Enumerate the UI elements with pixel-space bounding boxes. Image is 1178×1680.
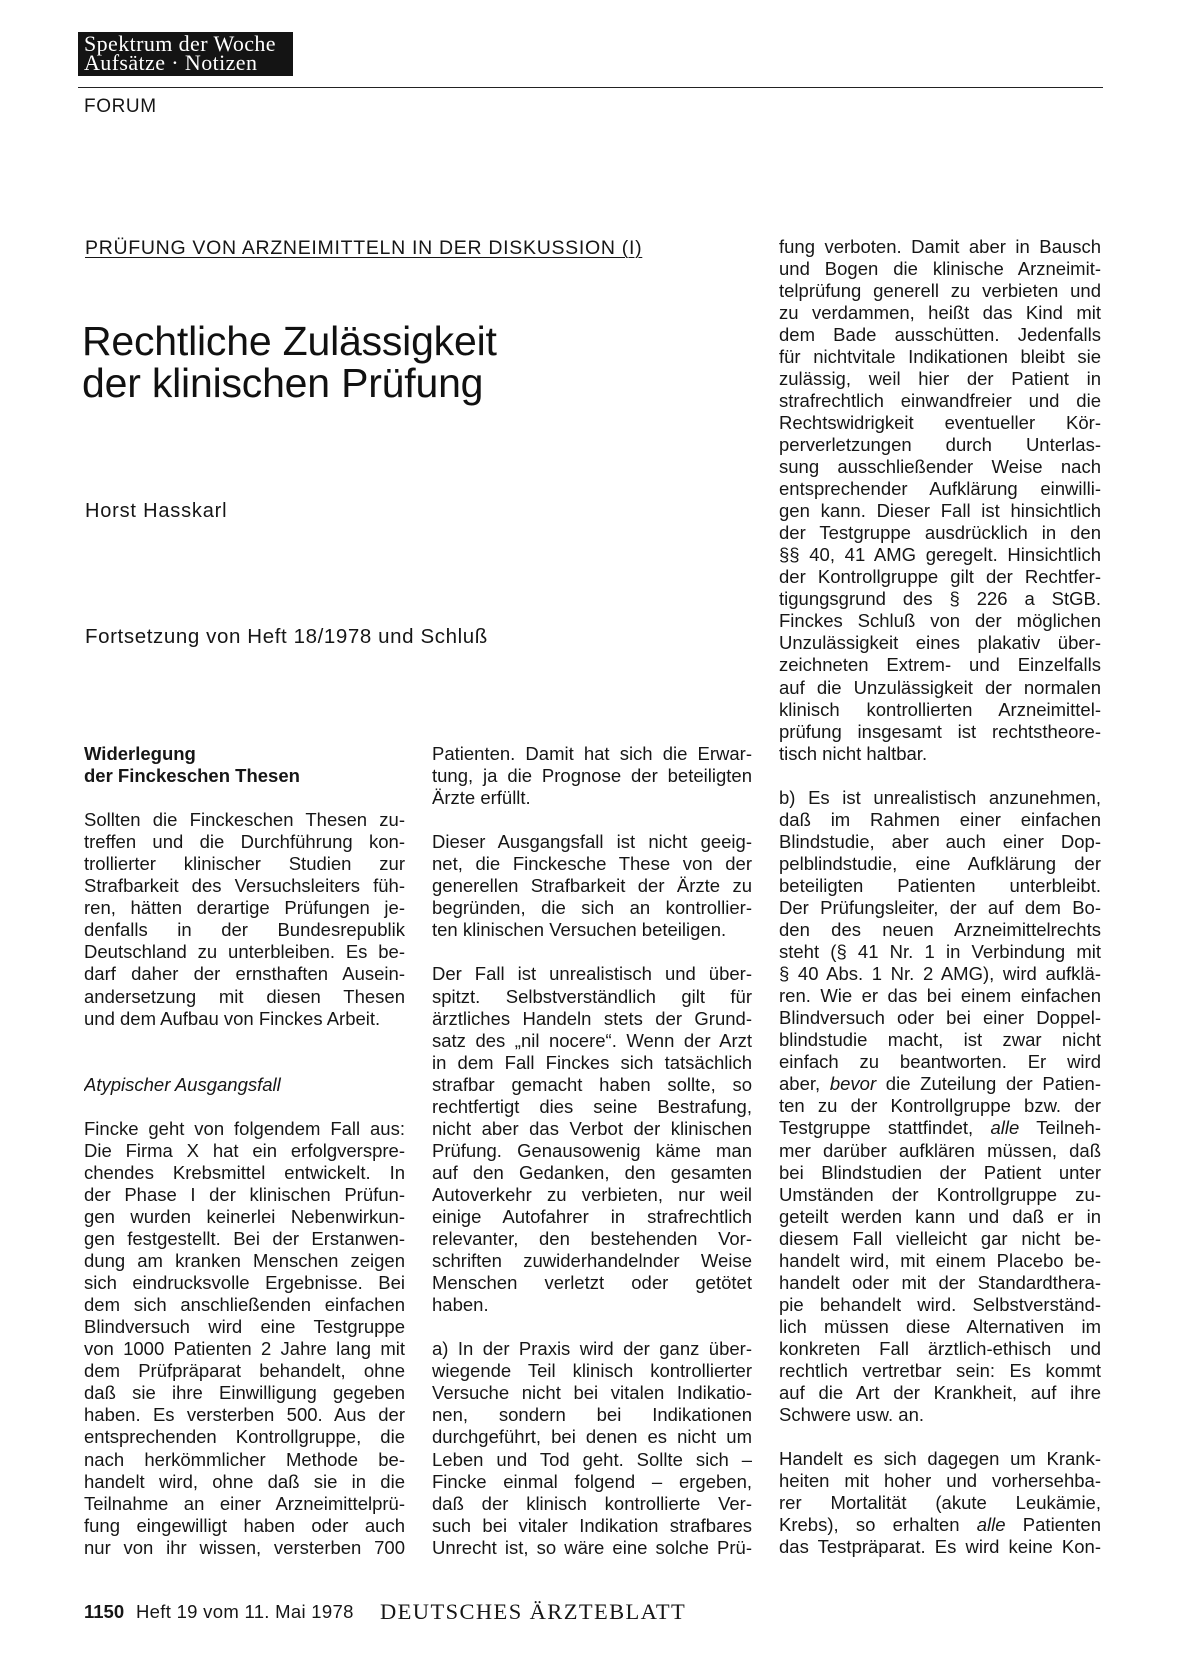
masthead-line-2: Aufsätze · Notizen	[84, 50, 258, 75]
article-title	[82, 320, 497, 404]
text-line: § 40 Abs. 1 Nr. 2 AMG), wird aufklä-	[779, 963, 1101, 985]
text-line: rer Mortalität (akute Leukämie,	[779, 1492, 1101, 1514]
text-line: konkreten Fall ärztlich-ethisch und	[779, 1337, 1101, 1359]
text-line: dung am kranken Menschen zeigen	[84, 1250, 405, 1272]
text-line: daß sie ihre Einwilligung gegeben	[84, 1382, 405, 1404]
text-line: Menschen verletzt oder getötet	[432, 1272, 752, 1294]
text-line: handelt wird, mit einem Placebo be-	[779, 1249, 1101, 1271]
text-line: blindstudie macht, ist zwar nicht	[779, 1029, 1101, 1051]
paragraph	[779, 236, 1101, 765]
paragraph	[779, 787, 1101, 1426]
text-segment: die Zuteilung der Patien-	[876, 1073, 1101, 1095]
text-line: Widerlegung	[84, 743, 196, 764]
text-line: Leben und Tod geht. Sollte sich –	[432, 1448, 752, 1470]
subheading	[84, 1074, 405, 1096]
text-line: handelt oder mit der Standardthera-	[779, 1271, 1101, 1293]
text-line: Handelt es sich dagegen um Krank-	[779, 1448, 1101, 1470]
text-line: Deutschland zu unterbleiben. Es be-	[84, 941, 405, 963]
issue-info: Heft 19 vom 11. Mai 1978	[136, 1601, 354, 1622]
text-line: Autoverkehr zu verbieten, nur weil	[432, 1183, 752, 1205]
text-line: der Finckeschen Thesen	[84, 765, 300, 787]
continuation-note: Fortsetzung von Heft 18/1978 und Schluß	[85, 625, 488, 648]
text-line: und dem Aufbau von Finckes Arbeit.	[84, 1007, 381, 1029]
text-line: Blindstudie, aber auch einer Dop-	[779, 830, 1101, 852]
section-label: FORUM	[84, 96, 157, 117]
text-line: durchgeführt, bei denen es nicht um	[432, 1426, 752, 1448]
text-line: net, die Finckesche These von der	[432, 853, 752, 875]
text-line: Unrecht ist, so wäre eine solche Prü-	[432, 1536, 752, 1558]
text-line: chendes Krebsmittel entwickelt. In	[84, 1161, 405, 1183]
text-line: a) In der Praxis wird der ganz über-	[432, 1338, 752, 1360]
text-line: einige Autofahrer in strafrechtlich	[432, 1205, 752, 1227]
text-line: zeichneten Extrem- und Einzelfalls	[779, 654, 1101, 676]
text-line: daß der klinisch kontrollierte Ver-	[432, 1492, 752, 1514]
text-line: Dieser Ausgangsfall ist nicht geeig-	[432, 831, 752, 853]
text-line: fung verboten. Damit aber in Bausch	[779, 235, 1101, 257]
heading	[84, 743, 405, 787]
text-line: tigungsgrund des § 226 a StGB.	[779, 588, 1101, 610]
text-line: telprüfung generell zu verbieten und	[779, 279, 1101, 301]
author-name: Horst Hasskarl	[85, 500, 228, 522]
text-line: lich müssen diese Alternativen im	[779, 1315, 1101, 1337]
text-line: dem Bade ausschütten. Jedenfalls	[779, 323, 1101, 345]
text-line: Teilnahme an einer Arzneimittelprü-	[84, 1492, 405, 1514]
text-line: den des neuen Arzneimittelrechts	[779, 919, 1101, 941]
masthead-line-1: Spektrum der Woche	[84, 32, 276, 56]
text-line: rechtlich vertretbar sein: Es kommt	[779, 1359, 1101, 1381]
paragraph	[432, 831, 752, 941]
text-line: andersetzung mit diesen Thesen	[84, 985, 405, 1007]
emphasized-text: alle	[976, 1514, 1006, 1536]
text-line: gen kann. Dieser Fall ist hinsichtlich	[779, 500, 1101, 522]
text-line: Der Fall ist unrealistisch und über-	[432, 963, 752, 985]
text-line: Die Firma X hat ein erfolgverspre-	[84, 1139, 405, 1161]
header-rule	[78, 87, 1103, 88]
text-line: tisch nicht haltbar.	[779, 742, 928, 764]
text-line: Fincke geht von folgendem Fall aus:	[84, 1117, 405, 1139]
text-line: gen wurden keinerlei Nebenwirkun-	[84, 1206, 405, 1227]
text-line	[779, 1117, 1101, 1139]
text-line: dem Prüfpräparat behandelt, ohne	[84, 1360, 405, 1382]
text-line: fung eingewilligt haben oder auch	[84, 1514, 405, 1536]
text-line: spitzt. Selbstverständlich gilt für	[432, 985, 752, 1007]
text-line: der Kontrollgruppe gilt der Rechtfer-	[779, 566, 1101, 588]
text-line: das Testpräparat. Es wird keine Kon-	[779, 1536, 1101, 1558]
text-column-2	[432, 743, 752, 1559]
text-line: in dem Fall Finckes sich tatsächlich	[432, 1051, 752, 1073]
paragraph	[432, 743, 752, 809]
text-line: daß im Rahmen einer einfachen	[779, 808, 1101, 830]
text-line: Prüfung. Genausowenig käme man	[432, 1139, 752, 1161]
text-line	[779, 1073, 1101, 1095]
text-line: sich eindrucksvolle Ergebnisse. Bei	[84, 1272, 405, 1294]
text-line: nicht aber das Verbot der klinischen	[432, 1117, 752, 1139]
text-line: Versuche nicht bei vitalen Indikatio-	[432, 1382, 752, 1404]
text-line: Unzulässigkeit eines plakativ über-	[779, 632, 1101, 654]
text-line: entsprechender Aufklärung einwilli-	[779, 478, 1101, 500]
paragraph	[432, 1338, 752, 1558]
text-line: pelblindstudie, eine Aufklärung der	[779, 852, 1101, 874]
text-line: Fincke einmal folgend – ergeben,	[432, 1470, 752, 1492]
text-line: pie behandelt wird. Selbstverständ-	[779, 1293, 1101, 1315]
text-line: rechtfertigt dies seine Bestrafung,	[432, 1095, 752, 1117]
paragraph	[779, 1448, 1101, 1558]
text-line: schriften zuwiderhandelnder Weise	[432, 1250, 752, 1272]
text-line: Finckes Schluß von der möglichen	[779, 610, 1101, 632]
text-line: strafbar gemacht haben sollte, so	[432, 1073, 752, 1095]
text-line: haben.	[432, 1294, 489, 1316]
text-line: perverletzungen durch Unterlas-	[779, 434, 1101, 456]
text-line: gen festgestellt. Bei der Erstanwen-	[84, 1228, 405, 1250]
text-line: denfalls in der Bundesrepublik	[84, 919, 405, 941]
text-line: von 1000 Patienten 2 Jahre lang mit	[84, 1338, 405, 1360]
series-heading: PRÜFUNG VON ARZNEIMITTELN IN DER DISKUSSION (I)	[85, 237, 643, 259]
text-line: zu verdammen, heißt das Kind mit	[779, 301, 1101, 323]
text-line: trollierter klinischer Studien zur	[84, 853, 405, 875]
text-segment: Krebs), so erhalten	[779, 1514, 977, 1536]
section-masthead	[78, 32, 293, 76]
text-line: generellen Strafbarkeit der Ärzte zu	[432, 875, 752, 897]
text-line	[779, 1514, 1101, 1536]
text-line: auf die Unzulässigkeit der normalen	[779, 676, 1101, 698]
text-line: §§ 40, 41 AMG geregelt. Hinsichtlich	[779, 544, 1101, 566]
text-line: nur von ihr wissen, versterben 700	[84, 1536, 405, 1558]
text-line: der Testgruppe ausdrücklich in den	[779, 522, 1101, 544]
text-line: für nichtvitale Indikationen bleibt sie	[779, 345, 1101, 367]
text-line: Rechtswidrigkeit eventueller Kör-	[779, 411, 1101, 433]
text-line: und Bogen die klinische Arzneimit-	[779, 257, 1101, 279]
text-line: Patienten. Damit hat sich die Erwar-	[432, 743, 752, 764]
paragraph	[432, 963, 752, 1316]
article-title-line-2: der klinischen Prüfung	[82, 360, 484, 406]
text-line: handelt wird, ohne daß sie in die	[84, 1470, 405, 1492]
text-line: ten klinischen Versuchen beteiligen.	[432, 919, 727, 941]
text-line: ärztliches Handeln stets der Grund-	[432, 1007, 752, 1029]
text-line: beteiligten Patienten unterbleibt.	[779, 874, 1101, 896]
text-line: Atypischer Ausgangsfall	[84, 1073, 281, 1095]
text-line: strafrechtlich einwandfreier und die	[779, 389, 1101, 411]
text-line: ren, hätten derartige Prüfungen je-	[84, 897, 405, 919]
text-line: mer darüber aufklären müssen, daß	[779, 1139, 1101, 1161]
text-line: einfach zu beantworten. Er wird	[779, 1051, 1101, 1073]
text-line: klinisch kontrollierten Arzneimittel-	[779, 698, 1101, 720]
text-line: der Phase I der klinischen Prüfun-	[84, 1183, 405, 1205]
paragraph	[84, 809, 405, 1029]
text-segment: aber,	[779, 1073, 830, 1095]
text-line: begründen, die sich an kontrollier-	[432, 897, 752, 919]
text-line: relevanter, den bestehenden Vor-	[432, 1228, 752, 1250]
text-line: treffen und die Durchführung kon-	[84, 831, 405, 853]
text-line: Strafbarkeit des Versuchsleiters füh-	[84, 875, 405, 897]
text-line: dem sich anschließenden einfachen	[84, 1294, 405, 1316]
text-line: such bei vitaler Indikation strafbares	[432, 1514, 752, 1536]
text-line: prüfung insgesamt ist rechtstheore-	[779, 720, 1101, 742]
text-line: nen, sondern bei Indikationen	[432, 1404, 752, 1426]
text-line: tung, ja die Prognose der beteiligten	[432, 765, 752, 787]
page-number: 1150	[84, 1601, 125, 1622]
text-segment: Testgruppe stattfindet,	[779, 1117, 991, 1139]
text-line: Blindversuch oder bei einer Doppel-	[779, 1007, 1101, 1029]
text-column-1	[84, 743, 405, 1559]
text-line: entsprechenden Kontrollgruppe, die	[84, 1426, 405, 1448]
text-line: Ärzte erfüllt.	[432, 787, 531, 809]
text-line: geteilt werden kann und daß er in	[779, 1205, 1101, 1227]
text-line: satz des „nil nocere“. Wenn der Arzt	[432, 1029, 752, 1051]
text-line: Der Prüfungsleiter, der auf dem Bo-	[779, 897, 1101, 918]
text-line: auf den Gedanken, den gesamten	[432, 1161, 752, 1183]
text-line: wiegende Teil klinisch kontrollierter	[432, 1360, 752, 1382]
text-line: zulässig, weil hier der Patient in	[779, 367, 1101, 389]
text-line: Umständen der Kontrollgruppe zu-	[779, 1183, 1101, 1205]
emphasized-text: alle	[990, 1117, 1020, 1139]
text-line: sung ausschließender Weise nach	[779, 456, 1101, 478]
page-footer	[0, 1600, 1178, 1624]
text-line: Schwere usw. an.	[779, 1404, 924, 1426]
article-title-line-1: Rechtliche Zulässigkeit	[82, 318, 497, 364]
paragraph	[84, 1118, 405, 1559]
text-line: bei Blindstudien der Patient unter	[779, 1161, 1101, 1183]
text-line: ten zu der Kontrollgruppe bzw. der	[779, 1095, 1101, 1117]
emphasized-text: bevor	[829, 1073, 877, 1095]
text-segment: Patienten	[1005, 1514, 1101, 1536]
text-line: darf daher der ernsthaften Ausein-	[84, 963, 405, 985]
text-line: diesem Fall vielleicht gar nicht be-	[779, 1227, 1101, 1249]
text-line: Blindversuch wird eine Testgruppe	[84, 1316, 405, 1338]
journal-name: DEUTSCHES ÄRZTEBLATT	[380, 1599, 687, 1624]
text-line: nach herkömmlicher Methode be-	[84, 1448, 405, 1470]
text-line: b) Es ist unrealistisch anzunehmen,	[779, 786, 1101, 808]
text-line: ren. Wie er das bei einem einfachen	[779, 985, 1101, 1007]
text-column-3	[779, 236, 1101, 1559]
text-line: steht (§ 41 Nr. 1 in Verbindung mit	[779, 941, 1101, 963]
text-line: auf die Art der Krankheit, auf ihre	[779, 1382, 1101, 1404]
text-line: haben. Es versterben 500. Aus der	[84, 1404, 405, 1426]
text-segment: Teilneh-	[1019, 1117, 1101, 1139]
text-line: heiten mit hoher und vorhersehba-	[779, 1470, 1101, 1492]
text-line: Sollten die Finckeschen Thesen zu-	[84, 809, 405, 831]
